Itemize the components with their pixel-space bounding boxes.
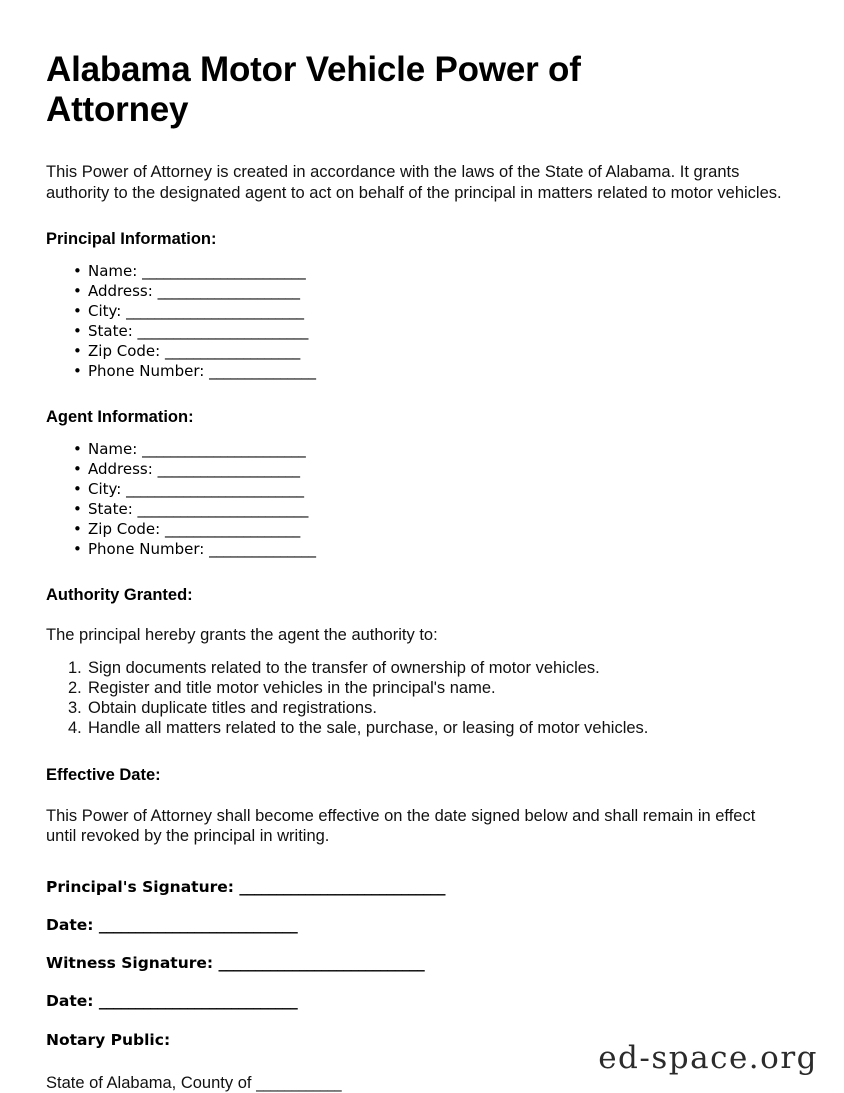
list-number: 4.	[68, 718, 82, 737]
bullet-icon: •	[73, 520, 82, 538]
list-item	[46, 698, 798, 718]
document-content	[46, 50, 798, 1093]
list-item	[46, 301, 798, 321]
bullet-icon: •	[73, 282, 82, 300]
field-blank[interactable]: _______________________	[142, 440, 306, 458]
bullet-icon: •	[73, 322, 82, 340]
principal-date-row	[46, 915, 798, 935]
bullet-icon: •	[73, 540, 82, 558]
agent-information-heading: Agent Information:	[46, 408, 194, 426]
field-label: State:	[88, 500, 133, 518]
list-number: 1.	[68, 658, 82, 677]
watermark-text: ed-space.org	[598, 1040, 818, 1076]
witness-signature-blank[interactable]: ____________________________	[218, 953, 425, 972]
principal-signature-blank[interactable]: ____________________________	[239, 877, 446, 896]
list-number: 3.	[68, 698, 82, 717]
notary-county-blank[interactable]: ____________	[256, 1073, 342, 1092]
effective-date-paragraph: This Power of Attorney shall become effective on the date signed below and shall remain in effect until revoked by the principal in writing.	[46, 806, 756, 845]
bullet-icon: •	[73, 362, 82, 380]
field-blank[interactable]: ____________________	[157, 282, 300, 300]
principal-date-label: Date:	[46, 915, 94, 934]
page-title: Alabama Motor Vehicle Power of Attorney	[46, 50, 581, 129]
principal-signature-label: Principal's Signature:	[46, 877, 234, 896]
bullet-icon: •	[73, 342, 82, 360]
field-blank[interactable]: _______________________	[142, 262, 306, 280]
bullet-icon: •	[73, 460, 82, 478]
list-item	[46, 439, 798, 459]
principal-signature-row	[46, 877, 798, 897]
list-item	[46, 678, 798, 698]
bullet-icon: •	[73, 302, 82, 320]
field-label: Name:	[88, 262, 138, 280]
list-item	[46, 281, 798, 301]
witness-signature-row	[46, 953, 798, 973]
field-label: Address:	[88, 460, 153, 478]
intro-paragraph: This Power of Attorney is created in accordance with the laws of the State of Alabama. It grants authority to the designated agent to act on behalf of the principal in matters related to motor vehicles.	[46, 163, 782, 202]
witness-date-label: Date:	[46, 991, 94, 1010]
notary-state-county-label: State of Alabama, County of	[46, 1073, 252, 1092]
principal-information-list	[46, 261, 798, 381]
list-item-text: Obtain duplicate titles and registrations.	[88, 698, 377, 717]
field-blank[interactable]: _______________	[209, 540, 316, 558]
list-number: 2.	[68, 678, 82, 697]
bullet-icon: •	[73, 262, 82, 280]
field-label: State:	[88, 322, 133, 340]
list-item	[46, 658, 798, 678]
bullet-icon: •	[73, 440, 82, 458]
bullet-icon: •	[73, 500, 82, 518]
field-blank[interactable]: _________________________	[126, 480, 304, 498]
field-label: Zip Code:	[88, 520, 161, 538]
list-item	[46, 499, 798, 519]
witness-date-blank[interactable]: ___________________________	[98, 991, 298, 1010]
field-blank[interactable]: ___________________	[164, 520, 300, 538]
authority-lead-paragraph: The principal hereby grants the agent the authority to:	[46, 626, 438, 644]
list-item	[46, 718, 798, 738]
notary-public-heading: Notary Public:	[46, 1030, 171, 1049]
field-label: Name:	[88, 440, 138, 458]
field-label: Address:	[88, 282, 153, 300]
list-item	[46, 261, 798, 281]
field-label: City:	[88, 480, 122, 498]
field-blank[interactable]: _________________________	[126, 302, 304, 320]
witness-signature-label: Witness Signature:	[46, 953, 214, 972]
list-item-text: Register and title motor vehicles in the principal's name.	[88, 678, 496, 697]
effective-date-heading: Effective Date:	[46, 765, 161, 784]
field-label: Zip Code:	[88, 342, 161, 360]
list-item	[46, 321, 798, 341]
list-item	[46, 479, 798, 499]
list-item	[46, 539, 798, 559]
witness-date-row	[46, 991, 798, 1011]
field-label: City:	[88, 302, 122, 320]
authority-granted-heading: Authority Granted:	[46, 586, 193, 604]
principal-date-blank[interactable]: ___________________________	[98, 915, 298, 934]
list-item	[46, 519, 798, 539]
list-item	[46, 459, 798, 479]
field-blank[interactable]: ____________________	[157, 460, 300, 478]
field-blank[interactable]: _______________	[209, 362, 316, 380]
bullet-icon: •	[73, 480, 82, 498]
authority-granted-list	[46, 658, 798, 738]
field-blank[interactable]: ___________________	[164, 342, 300, 360]
field-blank[interactable]: ________________________	[137, 500, 308, 518]
field-label: Phone Number:	[88, 362, 205, 380]
principal-information-heading: Principal Information:	[46, 230, 217, 248]
agent-information-list	[46, 439, 798, 559]
list-item-text: Sign documents related to the transfer of ownership of motor vehicles.	[88, 658, 600, 677]
field-label: Phone Number:	[88, 540, 205, 558]
list-item	[46, 361, 798, 381]
field-blank[interactable]: ________________________	[137, 322, 308, 340]
list-item	[46, 341, 798, 361]
list-item-text: Handle all matters related to the sale, purchase, or leasing of motor vehicles.	[88, 718, 649, 737]
